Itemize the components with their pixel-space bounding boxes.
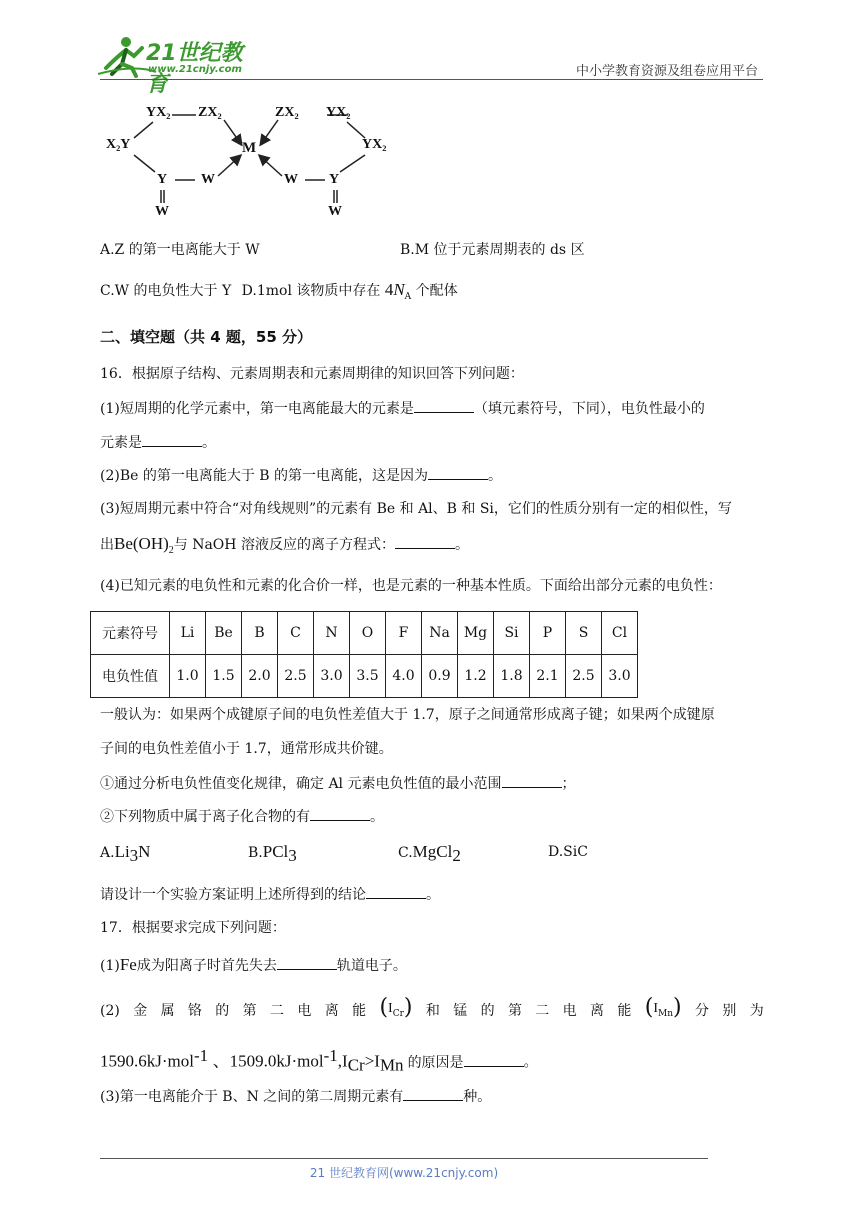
q16-p1-text-a: (1)短周期的化学元素中，第一电离能最大的元素是 <box>100 401 414 417</box>
q16-design <box>100 884 440 905</box>
logo-title: 21世纪教育 <box>146 41 243 97</box>
q15-option-d-post: 个配体 <box>415 283 458 299</box>
q15-option-d-sub: A <box>404 291 412 302</box>
q17-p2-word: 属 <box>160 1002 175 1019</box>
table-cell: 1.2 <box>458 655 494 698</box>
q16-sub2-text-a: ②下列物质中属于离子化合物的有 <box>100 809 310 825</box>
q16-p2-text-b: 。 <box>488 468 503 484</box>
group-x2y: X₂Y <box>106 137 131 152</box>
option-formula: MgCl <box>412 842 453 861</box>
table-cell: N <box>314 612 350 655</box>
q16-p3-text-b: 出 <box>100 537 114 553</box>
q17-p2-tail: 的原因是 <box>407 1054 464 1071</box>
q17-p2-word: 和 <box>425 1002 440 1019</box>
table-cell: 1.5 <box>206 655 242 698</box>
q15-option-d-n: N <box>393 280 405 299</box>
answer-blank[interactable] <box>414 398 474 413</box>
q16-part3-line1: (3)短周期元素中符合“对角线规则”的元素有 Be 和 Al、B 和 Si，它们的性质分别有一定的相似性，写 <box>100 501 732 517</box>
section-title: 二、填空题（共 4 题，55 分） <box>100 328 312 346</box>
q15-option-c-d <box>100 280 458 307</box>
q16-option-a <box>100 842 150 866</box>
table-row-values <box>91 655 638 698</box>
atom-w-low-left: W <box>155 204 169 219</box>
group-yx2-right: YX₂ <box>326 105 351 120</box>
option-formula-sub: 2 <box>452 845 461 865</box>
q16-part1-line2 <box>100 432 216 453</box>
q17-p1-text-b: 成为阳离子时首先失去 <box>136 958 277 974</box>
table-cell: S <box>566 612 602 655</box>
q17-p2-word: 离 <box>590 1002 605 1019</box>
table-cell: 3.0 <box>602 655 638 698</box>
answer-blank[interactable] <box>142 432 202 447</box>
q17-p2-value-mn-sup: -1 <box>323 1046 338 1065</box>
q15-option-a: A.Z 的第一电离能大于 W <box>100 242 260 258</box>
q17-p2-icr-i: I <box>388 1001 393 1016</box>
table-cell: 3.0 <box>314 655 350 698</box>
q16-p1-text-b: （填元素符号，下同），电负性最小的 <box>473 401 705 417</box>
q16-part4-intro: (4)已知元素的电负性和元素的化合价一样，也是元素的一种基本性质。下面给出部分元素的电负性： <box>100 578 722 594</box>
table-cell: C <box>278 612 314 655</box>
q17-p2-word: 为 <box>749 1002 764 1019</box>
q17-p1-text-a: (1) <box>100 958 120 974</box>
answer-blank[interactable] <box>464 1052 524 1067</box>
atom-w-right: W <box>284 172 298 187</box>
q16-stem: 16．根据原子结构、元素周期表和元素周期律的知识回答下列问题： <box>100 366 524 382</box>
q16-p3-formula: Be(OH) <box>114 534 169 553</box>
table-header-value: 电负性值 <box>91 655 170 698</box>
table-cell: 0.9 <box>422 655 458 698</box>
option-label: A. <box>100 845 115 861</box>
atom-y-right: Y <box>329 172 340 187</box>
q17-p3-text-a: (3)第一电离能介于 B、N 之间的第二周期元素有 <box>100 1089 404 1105</box>
table-cell: Be <box>206 612 242 655</box>
q17-p2-word: 别 <box>722 1002 737 1019</box>
table-cell: 2.0 <box>242 655 278 698</box>
q16-p3-text-d: 。 <box>454 537 469 553</box>
q17-p2-word: 二 <box>270 1002 284 1019</box>
answer-blank[interactable] <box>310 806 370 821</box>
q16-p3-text-c: 与 NaOH 溶液反应的离子方程式： <box>173 537 395 553</box>
q17-p2-imn-sub: Mn <box>658 1008 674 1019</box>
q15-option-c: C.W 的电负性大于 Y <box>100 283 232 299</box>
site-logo <box>96 34 256 97</box>
structure-bonds-icon <box>100 100 400 225</box>
q16-general-line1: 一般认为：如果两个成键原子间的电负性差值大于 1.7，原子之间通常形成离子键；如果两个成键原 <box>100 707 715 723</box>
table-row-symbols <box>91 612 638 655</box>
table-cell: B <box>242 612 278 655</box>
q17-p2-end: 。 <box>523 1054 538 1071</box>
table-cell: 4.0 <box>386 655 422 698</box>
table-cell: Na <box>422 612 458 655</box>
table-cell: Cl <box>602 612 638 655</box>
table-cell: 1.0 <box>170 655 206 698</box>
electronegativity-table <box>90 611 638 698</box>
answer-blank[interactable] <box>366 884 426 899</box>
q16-sub1-text-b: ； <box>561 776 576 792</box>
q17-p2-word: 电 <box>562 1002 577 1019</box>
table-cell: Mg <box>458 612 494 655</box>
atom-w-left: W <box>201 172 215 187</box>
table-cell: O <box>350 612 386 655</box>
q17-p2-word: 第 <box>507 1002 522 1019</box>
q16-sub2-text-b: 。 <box>370 809 384 825</box>
q15-option-d-num: 4 <box>384 280 394 299</box>
option-label: B. <box>248 845 263 861</box>
q17-p2-word: 二 <box>535 1002 550 1019</box>
q17-p2-word: 能 <box>352 1002 367 1019</box>
q17-p1-fe: Fe <box>119 955 137 974</box>
q17-p2-cmp-sub2: Mn <box>379 1055 404 1075</box>
q17-p2-value-cr-sup: -1 <box>193 1046 209 1065</box>
q17-p2-word: 锰 <box>453 1002 468 1019</box>
q17-p2-cmp-sub1: Cr <box>347 1055 365 1075</box>
q16-sub2 <box>100 806 384 827</box>
q17-p2-cmp-a: ,I <box>337 1051 348 1071</box>
q17-part2-line2 <box>100 1046 538 1075</box>
option-formula-sub: 3 <box>129 845 139 865</box>
option-formula-tail: N <box>138 842 151 861</box>
q17-stem: 17．根据要求完成下列问题： <box>100 920 286 936</box>
group-yx2-left: YX₂ <box>146 105 171 120</box>
option-formula: Li <box>114 842 130 861</box>
q16-part3-line2 <box>100 534 469 561</box>
q17-part2-line1 <box>100 995 764 1024</box>
q17-p2-word: (2) <box>100 1002 120 1019</box>
q17-p3-text-b: 种。 <box>463 1089 492 1105</box>
table-cell: 2.5 <box>278 655 314 698</box>
q17-p2-imn-i: I <box>653 1001 658 1016</box>
q17-p2-imn: $(I_{Mn})$ <box>644 995 682 1020</box>
q17-p2-sep: 、 <box>212 1051 230 1071</box>
answer-blank[interactable] <box>403 1086 463 1101</box>
q16-p1-text-c: 元素是 <box>100 435 142 451</box>
q17-p2-icr: $(I_{Cr})$ <box>379 995 413 1020</box>
q15-option-b: B.M 位于元素周期表的 ds 区 <box>400 242 585 258</box>
footer-divider <box>100 1158 708 1159</box>
answer-blank[interactable] <box>502 773 562 788</box>
q16-p3-formula-sub: 2 <box>168 544 174 556</box>
q17-p2-word: 离 <box>324 1002 339 1019</box>
table-header-symbol: 元素符号 <box>91 612 170 655</box>
q17-p2-value-cr: 1590.6kJ·mol <box>100 1051 194 1071</box>
group-yx2: YX₂ <box>362 137 387 152</box>
q17-p2-word: 能 <box>617 1002 632 1019</box>
footer-link[interactable]: 21 世纪教育网(www.21cnjy.com) <box>309 1166 499 1180</box>
group-zx2-right: ZX₂ <box>275 105 299 120</box>
q16-part1-line1 <box>100 398 705 419</box>
q17-p2-cmp-b: >I <box>364 1051 380 1071</box>
q16-p2-text-a: (2)Be 的第一电离能大于 B 的第一电离能，这是因为 <box>100 468 429 484</box>
q16-sub1-text-a: ①通过分析电负性值变化规律，确定 Al 元素电负性值的最小范围 <box>100 776 502 792</box>
table-cell: 1.8 <box>494 655 530 698</box>
q17-part3 <box>100 1086 491 1107</box>
q17-p2-icr-sub: Cr <box>392 1008 404 1019</box>
table-cell: 2.5 <box>566 655 602 698</box>
option-label: C. <box>398 845 413 861</box>
q16-design-text-b: 。 <box>426 887 440 903</box>
coordination-structure <box>100 100 400 225</box>
q17-p2-word: 第 <box>242 1002 257 1019</box>
atom-w-low-right: W <box>328 204 342 219</box>
q17-p2-word: 电 <box>297 1002 312 1019</box>
answer-blank[interactable] <box>277 955 337 970</box>
table-cell: P <box>530 612 566 655</box>
group-zx2-left: ZX₂ <box>198 105 222 120</box>
q16-sub1 <box>100 773 576 794</box>
atom-y-left: Y <box>157 172 168 187</box>
q17-p2-value-mn: 1509.0kJ·mol <box>229 1051 324 1071</box>
table-cell: Li <box>170 612 206 655</box>
header-divider <box>100 79 763 80</box>
option-formula-sub: 3 <box>288 845 297 865</box>
logo-url: www.21cnjy.com <box>148 64 242 75</box>
q16-option-d: D.SiC <box>548 844 588 860</box>
q16-p1-text-d: 。 <box>202 435 216 451</box>
q17-p2-word: 金 <box>133 1002 148 1019</box>
table-cell: 2.1 <box>530 655 566 698</box>
table-cell: Si <box>494 612 530 655</box>
q16-option-c <box>398 842 461 866</box>
metal-m: M <box>242 140 257 156</box>
answer-blank[interactable] <box>395 534 455 549</box>
q17-p2-word: 的 <box>215 1002 230 1019</box>
q16-general-line2: 子间的电负性差值小于 1.7，通常形成共价键。 <box>100 741 393 757</box>
platform-name: 中小学教育资源及组卷应用平台 <box>575 64 758 79</box>
q16-design-text-a: 请设计一个实验方案证明上述所得到的结论 <box>100 887 366 903</box>
option-formula: PCl <box>262 842 289 861</box>
q17-p2-word: 的 <box>480 1002 495 1019</box>
q17-p1-text-c: 轨道电子。 <box>336 958 407 974</box>
q16-part2 <box>100 465 502 486</box>
q15-option-d-pre: D.1mol 该物质中存在 <box>241 283 381 299</box>
q16-option-b <box>248 842 297 866</box>
q17-p2-word: 分 <box>694 1002 709 1019</box>
q17-p2-word: 铬 <box>187 1002 202 1019</box>
q17-part1 <box>100 955 407 976</box>
answer-blank[interactable] <box>428 465 488 480</box>
table-cell: F <box>386 612 422 655</box>
table-cell: 3.5 <box>350 655 386 698</box>
